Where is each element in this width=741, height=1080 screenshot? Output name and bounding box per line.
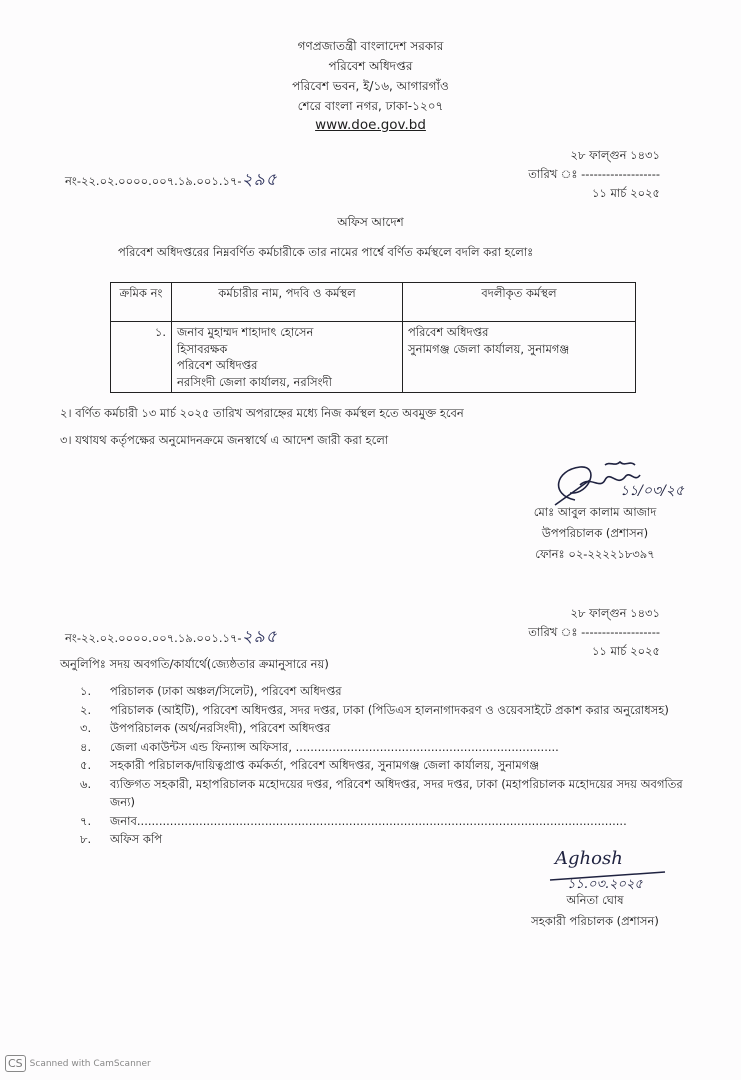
copy-item-text: অফিস কপি [110,832,163,846]
memo-ref [65,167,278,195]
copy-item-text: সহকারী পরিচালক/দায়িত্বপ্রাপ্ত কর্মকর্তা, পরিবেশ অধিদপ্তর, সুনামগঞ্জ জেলা কার্যালয়, সুনামগঞ্জ [110,758,540,772]
copy-item-number: ৭. [80,813,92,828]
copy-list-item [80,682,690,701]
copy-list-item [80,756,690,775]
employee-office: নরসিংদী জেলা কার্যালয়, নরসিংদী [177,374,332,389]
intro-text: পরিবেশ অধিদপ্তরের নিম্নবর্ণিত কর্মচারীকে তার নামের পার্শ্বে বর্ণিত কর্মস্থলে বদলি করা হলোঃ [118,245,534,259]
copy-item-number: ৫. [80,758,92,772]
row-serial: ১. [111,322,172,393]
row-employee [172,322,403,393]
govt-name: গণপ্রজাতন্ত্রী বাংলাদেশ সরকার [297,39,444,53]
camscanner-logo: CS [5,1055,26,1072]
signatory-1-block [520,502,670,565]
transfer-table [110,282,636,393]
copies-list [80,682,690,849]
employee-name: জনাব মুহাম্মদ শাহাদাৎ হোসেন [177,325,314,339]
employee-designation: হিসাবরক্ষক [177,341,228,356]
transfer-office: সুনামগঞ্জ জেলা কার্যালয়, সুনামগঞ্জ [408,341,570,356]
memo-2-date [510,604,660,661]
copy-item-text: পরিচালক (ঢাকা অঞ্চল/সিলেট), পরিবেশ অধিদপ্তর [110,684,342,698]
signatory-2-block [520,890,670,932]
copy-item-text: পরিচালক (আইটি), পরিবেশ অধিদপ্তর, সদর দপ্তর, ঢাকা (পিডিএস হালনাগাদকরণ ও ওয়েবসাইটে প্রকাশ করার অনুরোধসহ) [110,702,669,717]
memo-ref-prefix: নং-২২.০২.০০০০.০০৭.১৯.০০১.১৭- [65,174,242,188]
copy-list-item [80,719,690,738]
copy-item-text: জেলা একাউন্টস এন্ড ফিন্যান্স অফিসার, ........................................................................ [110,739,559,754]
col-employee: কর্মচারীর নাম, পদবি ও কর্মস্থল [172,283,403,322]
date-2-label: তারিখ ঃ ------------------- [528,625,660,639]
table-row [111,322,636,393]
copy-list-item [80,775,690,812]
signatory-1-designation: উপপরিচালক (প্রশাসন) [541,526,649,540]
copy-item-text: ব্যক্তিগত সহকারী, মহাপরিচালক মহোদয়ের দপ্তর, পরিবেশ অধিদপ্তর, সদর দপ্তর, ঢাকা (মহাপরিচালক মহোদয়ের সদয় অবগতির জন্য) [110,776,683,809]
copy-item-text: জনাব...................................................................................................................................... [110,813,627,828]
signature-2-text: Aghosh [555,848,623,869]
copy-list-item [80,812,690,831]
copy-item-number: ৮. [80,832,92,846]
order-title: অফিস আদেশ [337,215,404,229]
copies-heading: অনুলিপিঃ সদয় অবগতি/কার্যার্থে(জ্যেষ্ঠতার ক্রমানুসারে নয়) [60,657,329,671]
memo-ref-2-handwritten: ২৯৫ [241,627,278,647]
point-3: ৩। যথাযথ কর্তৃপক্ষের অনুমোদনক্রমে জনস্বার্থে এ আদেশ জারী করা হলো [60,433,389,447]
copy-item-number: ৩. [80,721,92,735]
signature-2-date: ১১.০৩.২০২৫ [567,877,643,892]
signatory-1-phone: ফোনঃ ০২-২২২২১৮৩৯৭ [535,547,655,561]
date-bangla: ২৮ ফাল্গুন ১৪৩১ [570,148,660,162]
signatory-2-designation: সহকারী পরিচালক (প্রশাসন) [531,914,659,928]
copy-item-text: উপপরিচালক (অর্থ/নরসিংদী), পরিবেশ অধিদপ্তর [110,721,331,735]
camscanner-watermark [5,1055,151,1072]
memo-date [510,146,660,203]
copy-item-number: ৬. [80,776,92,791]
signatory-1-name: মোঃ আবুল কালাম আজাদ [533,505,657,519]
address-city: শেরে বাংলা নগর, ঢাকা-১২০৭ [297,99,444,113]
col-serial: ক্রমিক নং [111,283,172,322]
row-transfer [403,322,636,393]
copy-item-number: ২. [80,702,92,717]
copy-list-item [80,701,690,720]
col-transfer: বদলীকৃত কর্মস্থল [403,283,636,322]
point-2: ২। বর্ণিত কর্মচারী ১৩ মার্চ ২০২৫ তারিখ অপরাহ্নের মধ্যে নিজ কর্মস্থল হতে অবমুক্ত হবেন [60,406,464,420]
website-link[interactable]: www.doe.gov.bd [315,117,426,133]
memo-ref-2-prefix: নং-২২.০২.০০০০.০০৭.১৯.০০১.১৭- [65,631,242,645]
copy-item-number: ১. [80,684,92,698]
copy-list-item [80,738,690,757]
table-header-row [111,283,636,322]
signatory-2-name: অনিতা ঘোষ [566,893,624,907]
department-name: পরিবেশ অধিদপ্তর [328,59,413,73]
date-english: ১১ মার্চ ২০২৫ [591,186,660,200]
memo-ref-handwritten: ২৯৫ [241,170,278,190]
employee-dept: পরিবেশ অধিদপ্তর [177,358,258,372]
date-label: তারিখ ঃ ------------------- [528,167,660,181]
date-2-bangla: ২৮ ফাল্গুন ১৪৩১ [570,606,660,620]
camscanner-text: Scanned with CamScanner [29,1058,151,1069]
signature-2 [545,842,685,892]
address-line: পরিবেশ ভবন, ই/১৬, আগারগাঁও [292,79,449,93]
date-2-english: ১১ মার্চ ২০২৫ [591,644,660,658]
transfer-dept: পরিবেশ অধিদপ্তর [408,325,489,339]
signature-1-date: ১১/০৩/২৫ [620,483,684,499]
memo-ref-2 [65,624,278,652]
copy-item-number: ৪. [80,739,92,754]
